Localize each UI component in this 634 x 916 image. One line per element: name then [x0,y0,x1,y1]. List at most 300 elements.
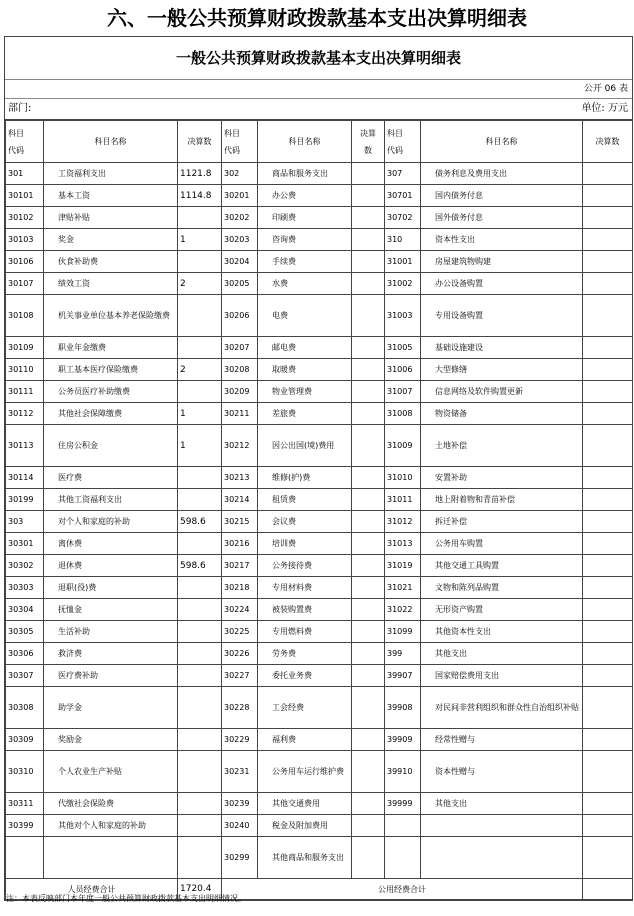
amount-cell [352,273,385,295]
code-cell: 30310 [6,751,44,793]
amount-cell: 2 [178,359,222,381]
amount-cell [352,337,385,359]
code-cell: 30215 [222,511,258,533]
amount-cell [352,729,385,751]
name-cell: 办公设备购置 [421,273,583,295]
table-row [6,577,633,599]
amount-cell: 1 [178,403,222,425]
code-cell: 39909 [385,729,421,751]
header-code-1: 科目 代码 [6,121,44,163]
code-cell: 30114 [6,467,44,489]
table-row [6,621,633,643]
code-cell: 31022 [385,599,421,621]
name-cell: 助学金 [44,687,178,729]
code-cell: 30201 [222,185,258,207]
code-cell: 302 [222,163,258,185]
name-cell: 印刷费 [258,207,352,229]
code-cell: 30214 [222,489,258,511]
name-cell: 救济费 [44,643,178,665]
amount-cell [178,467,222,489]
code-cell: 30103 [6,229,44,251]
name-cell: 其他交通工具购置 [421,555,583,577]
name-cell: 手续费 [258,251,352,273]
table-row [6,533,633,555]
table-row [6,729,633,751]
code-cell: 31007 [385,381,421,403]
amount-cell [583,793,633,815]
code-cell: 303 [6,511,44,533]
code-cell: 30239 [222,793,258,815]
amount-cell [583,489,633,511]
amount-cell [352,815,385,837]
amount-cell [178,207,222,229]
code-cell: 30204 [222,251,258,273]
code-cell: 30240 [222,815,258,837]
public-total-label: 公用经费合计 [222,879,583,900]
table-row [6,599,633,621]
amount-cell: 2 [178,273,222,295]
amount-cell [583,273,633,295]
name-cell: 劳务费 [258,643,352,665]
table-row [6,511,633,533]
code-cell: 30701 [385,185,421,207]
code-cell [385,837,421,879]
amount-cell [352,643,385,665]
amount-cell [583,621,633,643]
code-cell: 30216 [222,533,258,555]
code-cell: 30107 [6,273,44,295]
amount-cell: 1 [178,425,222,467]
name-cell: 绩效工资 [44,273,178,295]
code-cell: 30228 [222,687,258,729]
amount-cell [178,793,222,815]
amount-cell [352,295,385,337]
code-cell: 39908 [385,687,421,729]
code-cell [6,837,44,879]
amount-cell [352,599,385,621]
code-cell: 30108 [6,295,44,337]
table-row [6,229,633,251]
table-row [6,163,633,185]
amount-cell [583,295,633,337]
amount-cell [583,665,633,687]
name-cell: 退休费 [44,555,178,577]
amount-cell [583,555,633,577]
code-cell: 31013 [385,533,421,555]
amount-cell [178,751,222,793]
name-cell: 水费 [258,273,352,295]
name-cell: 物业管理费 [258,381,352,403]
code-cell: 31006 [385,359,421,381]
name-cell: 工资福利支出 [44,163,178,185]
amount-cell [178,837,222,879]
code-cell: 30209 [222,381,258,403]
amount-cell [352,359,385,381]
name-cell: 差旅费 [258,403,352,425]
name-cell: 邮电费 [258,337,352,359]
code-cell [385,815,421,837]
name-cell [421,815,583,837]
amount-cell [352,793,385,815]
name-cell: 大型修缮 [421,359,583,381]
amount-cell [178,599,222,621]
code-cell: 30208 [222,359,258,381]
code-cell: 30207 [222,337,258,359]
table-row [6,489,633,511]
code-cell: 30217 [222,555,258,577]
table-row [6,381,633,403]
code-cell: 30203 [222,229,258,251]
code-cell: 30212 [222,425,258,467]
amount-cell [583,381,633,403]
amount-cell: 1 [178,229,222,251]
amount-cell [352,467,385,489]
amount-cell: 598.6 [178,511,222,533]
code-cell: 31099 [385,621,421,643]
amount-cell [178,687,222,729]
amount-cell: 598.6 [178,555,222,577]
name-cell: 基础设施建设 [421,337,583,359]
code-cell: 30111 [6,381,44,403]
amount-cell [352,837,385,879]
table-row [6,643,633,665]
header-code-3: 科目 代码 [385,121,421,163]
amount-cell [178,295,222,337]
header-name-3: 科目名称 [421,121,583,163]
amount-cell [583,207,633,229]
name-cell: 国家赔偿费用支出 [421,665,583,687]
name-cell: 无形资产购置 [421,599,583,621]
amount-cell: 1121.8 [178,163,222,185]
name-cell: 资本性赠与 [421,751,583,793]
code-cell: 30311 [6,793,44,815]
name-cell: 基本工资 [44,185,178,207]
name-cell: 其他社会保障缴费 [44,403,178,425]
amount-cell [583,163,633,185]
name-cell: 税金及附加费用 [258,815,352,837]
page-title: 六、一般公共预算财政拨款基本支出决算明细表 [107,6,527,30]
personnel-total-label: 人员经费合计 [6,879,178,900]
name-cell: 福利费 [258,729,352,751]
name-cell: 其他对个人和家庭的补助 [44,815,178,837]
name-cell: 国外债务付息 [421,207,583,229]
code-cell: 30205 [222,273,258,295]
code-cell: 30112 [6,403,44,425]
name-cell: 公务用车运行维护费 [258,751,352,793]
department-row [5,99,632,120]
name-cell: 退职(役)费 [44,577,178,599]
name-cell: 奖金 [44,229,178,251]
name-cell: 国内债务付息 [421,185,583,207]
amount-cell [178,533,222,555]
header-name-2: 科目名称 [258,121,352,163]
code-cell: 30308 [6,687,44,729]
table-row [6,295,633,337]
table-row [6,273,633,295]
amount-cell [583,467,633,489]
name-cell: 商品和服务支出 [258,163,352,185]
name-cell: 离休费 [44,533,178,555]
code-cell: 30306 [6,643,44,665]
name-cell: 物资储备 [421,403,583,425]
name-cell: 其他资本性支出 [421,621,583,643]
amount-cell [583,599,633,621]
name-cell: 对个人和家庭的补助 [44,511,178,533]
code-cell: 30224 [222,599,258,621]
amount-cell [352,665,385,687]
code-cell: 31021 [385,577,421,599]
name-cell: 工会经费 [258,687,352,729]
code-cell: 30213 [222,467,258,489]
amount-cell [352,751,385,793]
name-cell: 其他工资福利支出 [44,489,178,511]
code-cell: 30309 [6,729,44,751]
amount-cell [352,207,385,229]
name-cell: 生活补助 [44,621,178,643]
amount-cell [352,381,385,403]
table-row [6,751,633,793]
amount-cell [583,643,633,665]
table-row [6,251,633,273]
code-cell: 30110 [6,359,44,381]
code-cell: 30106 [6,251,44,273]
name-cell: 债务利息及费用支出 [421,163,583,185]
personnel-total-value: 1720.4 [178,879,222,900]
name-cell: 办公费 [258,185,352,207]
amount-cell [583,687,633,729]
name-cell [44,837,178,879]
footnote: 注：本表反映部门本年度一般公共预算财政拨款基本支出明细情况。 [6,894,246,903]
amount-cell [583,815,633,837]
amount-cell [178,577,222,599]
code-cell: 30301 [6,533,44,555]
amount-cell [583,729,633,751]
name-cell: 代缴社会保险费 [44,793,178,815]
table-row [6,425,633,467]
name-cell: 伙食补助费 [44,251,178,273]
name-cell: 经常性赠与 [421,729,583,751]
code-cell: 30305 [6,621,44,643]
amount-cell [178,621,222,643]
table-header-row [6,121,633,163]
code-cell: 30211 [222,403,258,425]
name-cell: 被装购置费 [258,599,352,621]
code-cell: 31008 [385,403,421,425]
code-cell: 30303 [6,577,44,599]
name-cell: 医疗费补助 [44,665,178,687]
name-cell: 培训费 [258,533,352,555]
name-cell: 抚恤金 [44,599,178,621]
public-total-value [583,879,633,900]
code-cell: 310 [385,229,421,251]
amount-cell [583,251,633,273]
table-title: 一般公共预算财政拨款基本支出决算明细表 [5,37,632,80]
amount-cell [178,251,222,273]
header-name-1: 科目名称 [44,121,178,163]
name-cell: 住房公积金 [44,425,178,467]
name-cell: 其他商品和服务支出 [258,837,352,879]
amount-cell [583,403,633,425]
amount-cell [352,251,385,273]
amount-cell [583,337,633,359]
amount-cell: 1114.8 [178,185,222,207]
table-row [6,687,633,729]
code-cell: 30109 [6,337,44,359]
amount-cell [178,337,222,359]
name-cell: 医疗费 [44,467,178,489]
code-cell: 31012 [385,511,421,533]
code-cell: 399 [385,643,421,665]
name-cell: 房屋建筑物购建 [421,251,583,273]
name-cell: 对民间非营利组织和群众性自治组织补贴 [421,687,583,729]
header-code-2: 科目 代码 [222,121,258,163]
code-cell: 30225 [222,621,258,643]
name-cell: 其他交通费用 [258,793,352,815]
amount-cell [352,621,385,643]
code-cell: 30702 [385,207,421,229]
amount-cell [583,837,633,879]
header-amount-2: 决算 数 [352,121,385,163]
table-row [6,185,633,207]
code-cell: 31011 [385,489,421,511]
amount-cell [178,729,222,751]
amount-cell [583,533,633,555]
name-cell: 职工基本医疗保险缴费 [44,359,178,381]
code-cell: 31009 [385,425,421,467]
code-cell: 30218 [222,577,258,599]
name-cell [421,837,583,879]
amount-cell [352,425,385,467]
department-label: 部门: [8,103,32,114]
amount-cell [352,229,385,251]
name-cell: 土地补偿 [421,425,583,467]
amount-cell [178,643,222,665]
header-amount-3: 决算数 [583,121,633,163]
name-cell: 维修(护)费 [258,467,352,489]
table-row [6,207,633,229]
amount-cell [583,511,633,533]
table-row [6,837,633,879]
name-cell: 奖励金 [44,729,178,751]
code-cell: 30302 [6,555,44,577]
code-cell: 30199 [6,489,44,511]
table-row [6,815,633,837]
table-code: 公开 06 表 [5,80,632,99]
name-cell: 会议费 [258,511,352,533]
name-cell: 专用燃料费 [258,621,352,643]
table-body [6,163,633,879]
code-cell: 301 [6,163,44,185]
code-cell: 30102 [6,207,44,229]
amount-cell [352,185,385,207]
name-cell: 其他支出 [421,793,583,815]
name-cell: 文物和陈列品购置 [421,577,583,599]
amount-cell [352,511,385,533]
amount-cell [583,577,633,599]
name-cell: 公务用车购置 [421,533,583,555]
code-cell: 39999 [385,793,421,815]
code-cell: 30101 [6,185,44,207]
name-cell: 地上附着物和青苗补偿 [421,489,583,511]
name-cell: 其他支出 [421,643,583,665]
budget-sheet [4,36,633,901]
code-cell: 307 [385,163,421,185]
name-cell: 安置补助 [421,467,583,489]
code-cell: 31003 [385,295,421,337]
unit-label: 单位: 万元 [581,103,628,114]
table-row [6,359,633,381]
name-cell: 机关事业单位基本养老保险缴费 [44,295,178,337]
name-cell: 信息网络及软件购置更新 [421,381,583,403]
name-cell: 电费 [258,295,352,337]
amount-cell [178,665,222,687]
code-cell: 30113 [6,425,44,467]
code-cell: 39910 [385,751,421,793]
table-row [6,403,633,425]
amount-cell [352,687,385,729]
name-cell: 资本性支出 [421,229,583,251]
expenditure-table [5,120,633,900]
name-cell: 个人农业生产补贴 [44,751,178,793]
header-amount-1: 决算数 [178,121,222,163]
code-cell: 30227 [222,665,258,687]
code-cell: 30299 [222,837,258,879]
code-cell: 39907 [385,665,421,687]
name-cell: 拆迁补偿 [421,511,583,533]
code-cell: 30226 [222,643,258,665]
amount-cell [352,489,385,511]
name-cell: 委托业务费 [258,665,352,687]
code-cell: 30202 [222,207,258,229]
table-row [6,555,633,577]
amount-cell [583,751,633,793]
code-cell: 31002 [385,273,421,295]
code-cell: 30307 [6,665,44,687]
amount-cell [352,533,385,555]
code-cell: 30399 [6,815,44,837]
table-row [6,793,633,815]
code-cell: 31005 [385,337,421,359]
amount-cell [583,425,633,467]
name-cell: 咨询费 [258,229,352,251]
code-cell: 30206 [222,295,258,337]
amount-cell [583,185,633,207]
code-cell: 31019 [385,555,421,577]
name-cell: 公务员医疗补助缴费 [44,381,178,403]
name-cell: 取暖费 [258,359,352,381]
table-row [6,665,633,687]
amount-cell [583,229,633,251]
amount-cell [178,489,222,511]
name-cell: 因公出国(境)费用 [258,425,352,467]
code-cell: 30304 [6,599,44,621]
table-row [6,337,633,359]
name-cell: 租赁费 [258,489,352,511]
name-cell: 专用设备购置 [421,295,583,337]
amount-cell [583,359,633,381]
amount-cell [352,403,385,425]
amount-cell [352,163,385,185]
name-cell: 津贴补贴 [44,207,178,229]
table-row [6,467,633,489]
amount-cell [178,815,222,837]
amount-cell [178,381,222,403]
name-cell: 专用材料费 [258,577,352,599]
code-cell: 30229 [222,729,258,751]
code-cell: 31001 [385,251,421,273]
name-cell: 职业年金缴费 [44,337,178,359]
code-cell: 30231 [222,751,258,793]
